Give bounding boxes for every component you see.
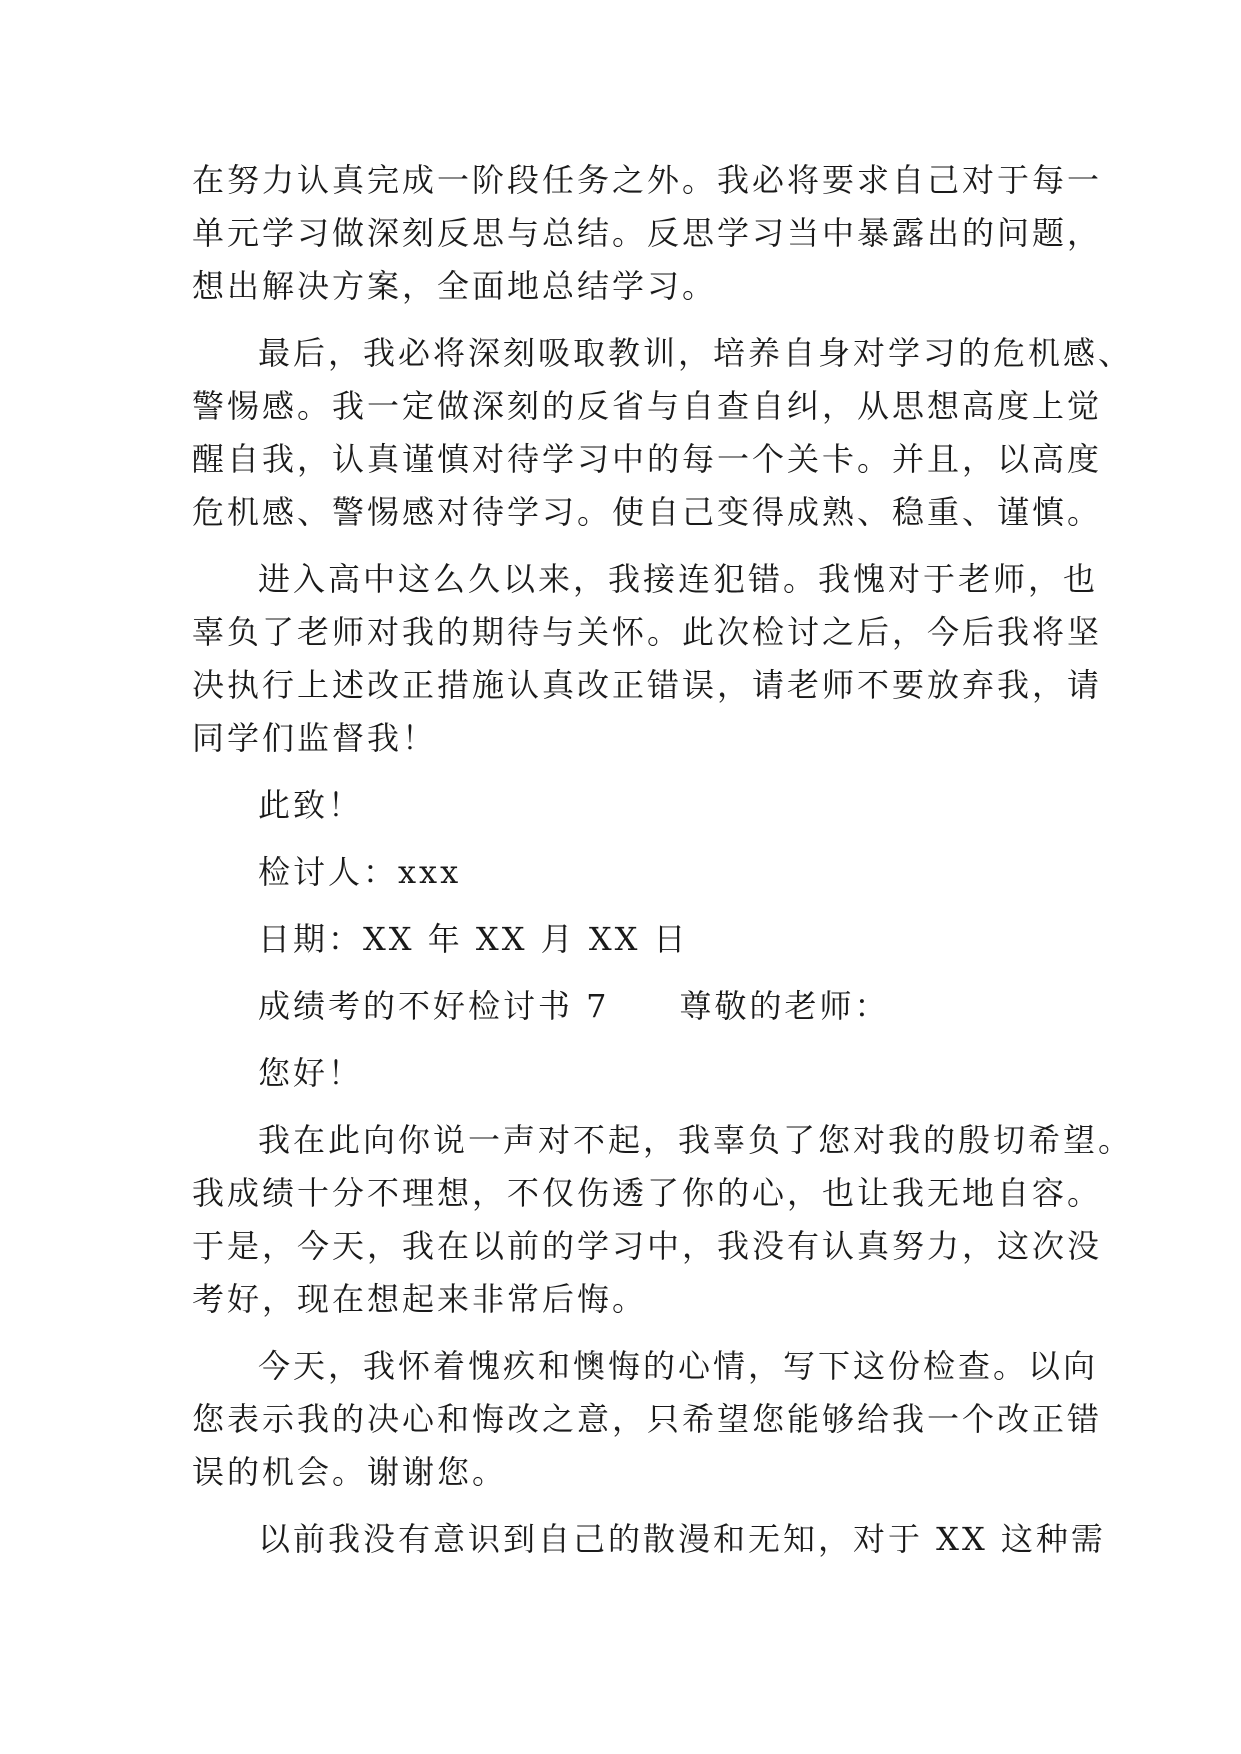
text-line: 我成绩十分不理想，不仅伤透了你的心，也让我无地自容。 — [192, 1174, 1103, 1212]
text-line: 以前我没有意识到自己的散漫和无知，对于 XX 这种需 — [258, 1520, 1106, 1558]
document-body — [192, 154, 1134, 1566]
text-line: 醒自我，认真谨慎对待学习中的每一个关卡。并且，以高度 — [192, 440, 1103, 478]
text-line: 想出解决方案，全面地总结学习。 — [192, 267, 718, 305]
text-line: 成绩考的不好检讨书 7 尊敬的老师： — [258, 987, 890, 1025]
text-line: 决执行上述改正措施认真改正错误，请老师不要放弃我，请 — [192, 666, 1103, 704]
text-line: 误的机会。谢谢您。 — [192, 1453, 508, 1491]
text-line: 在努力认真完成一阶段任务之外。我必将要求自己对于每一 — [192, 161, 1103, 199]
text-line: 辜负了老师对我的期待与关怀。此次检讨之后，今后我将坚 — [192, 613, 1103, 651]
text-line: 进入高中这么久以来，我接连犯错。我愧对于老师，也 — [258, 560, 1099, 598]
text-line: 检讨人：xxx — [258, 853, 462, 891]
text-line: 我在此向你说一声对不起，我辜负了您对我的殷切希望。 — [258, 1121, 1134, 1159]
text-line: 您表示我的决心和悔改之意，只希望您能够给我一个改正错 — [192, 1400, 1103, 1438]
text-line: 此致！ — [258, 786, 364, 824]
text-line: 单元学习做深刻反思与总结。反思学习当中暴露出的问题， — [192, 214, 1103, 252]
text-line: 同学们监督我！ — [192, 719, 438, 757]
text-line: 危机感、警惕感对待学习。使自己变得成熟、稳重、谨慎。 — [192, 493, 1103, 531]
text-line: 您好！ — [258, 1054, 364, 1092]
text-line: 今天，我怀着愧疚和懊悔的心情，写下这份检查。以向 — [258, 1347, 1099, 1385]
text-line: 日期：XX 年 XX 月 XX 日 — [258, 920, 689, 958]
text-line: 于是，今天，我在以前的学习中，我没有认真努力，这次没 — [192, 1227, 1103, 1265]
text-line: 警惕感。我一定做深刻的反省与自查自纠，从思想高度上觉 — [192, 387, 1103, 425]
text-line: 最后，我必将深刻吸取教训，培养自身对学习的危机感、 — [258, 334, 1134, 372]
text-line: 考好，现在想起来非常后悔。 — [192, 1280, 648, 1318]
